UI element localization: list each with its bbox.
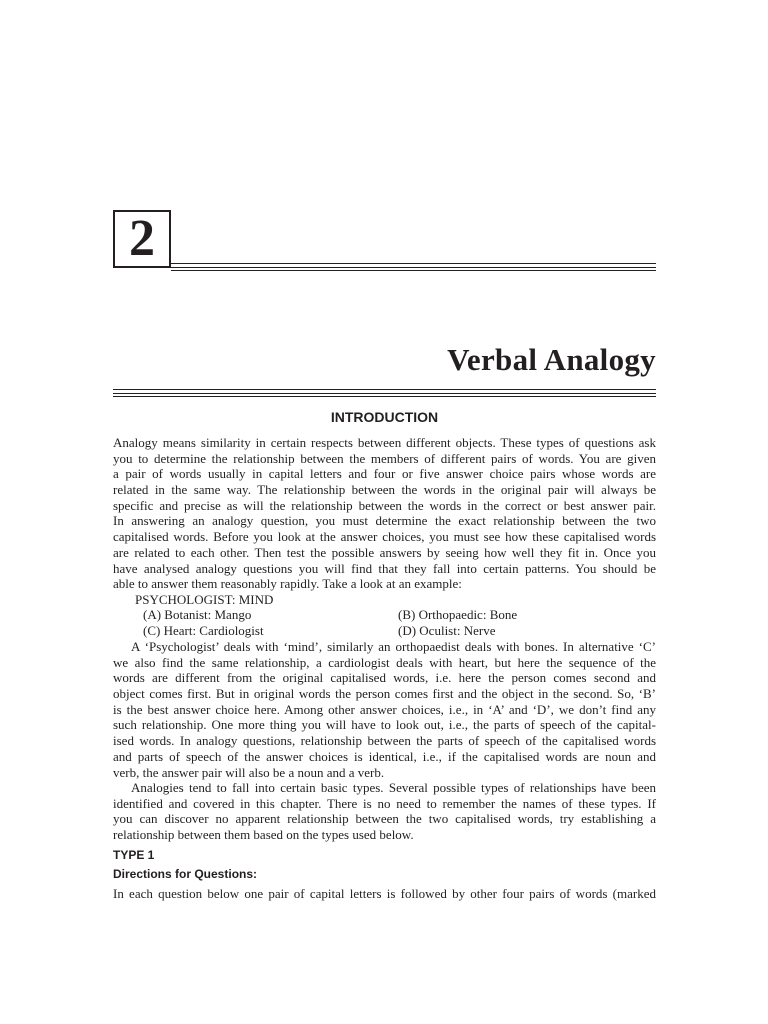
chapter-rule — [171, 263, 656, 268]
example-option-d: (D) Oculist: Nerve — [398, 623, 496, 638]
chapter-number-box — [113, 210, 171, 268]
text-line: such relationship. One more thing you will have to look out, i.e., the parts of speech of the capital- — [113, 717, 656, 733]
example-option-c: (C) Heart: Cardiologist — [143, 623, 264, 638]
text-line: verb, the answer pair will also be a noun and a verb. — [113, 764, 385, 780]
text-line: Analogy means similarity in certain respects between different objects. These types of questions ask — [113, 435, 656, 450]
example-option-a: (A) Botanist: Mango — [143, 607, 252, 622]
text-line: identified and covered in this chapter. There is no need to remember the names of these types. If — [113, 795, 656, 811]
text-line: In each question below one pair of capital letters is followed by other four pairs of words (marked — [113, 886, 656, 901]
text-line: able to answer them reasonably rapidly. Take a look at an example: — [113, 576, 462, 592]
text-line: Analogies tend to fall into certain basic types. Several possible types of relationships have been — [131, 780, 656, 795]
paragraph-intro — [113, 435, 656, 592]
text-line: A ‘Psychologist’ deals with ‘mind’, similarly an orthopaedist deals with bones. In alternative ‘C’ — [131, 639, 656, 654]
text-line: specific and precise as will the relationship between the words in the correct or best answer pair. — [113, 497, 656, 513]
text-line: you can discover no apparent relationship between the two capitalised words, try establishing a — [113, 811, 656, 827]
paragraph-explanation — [113, 639, 656, 780]
text-line: capitalised words. Before you look at the answer choices, you must see how these capitalised words — [113, 529, 656, 545]
example-stem: PSYCHOLOGIST: MIND — [135, 592, 274, 607]
chapter-number: 2 — [129, 210, 155, 267]
directions-text-block — [113, 886, 656, 902]
section-heading: INTRODUCTION — [330, 409, 439, 425]
paragraph-types — [113, 780, 656, 843]
text-line: and parts of speech of the answer choices is identical, i.e., if the capitalised words are noun and — [113, 748, 656, 764]
text-line: In answering an analogy question, you must determine the exact relationship between the two — [113, 513, 656, 529]
text-line: we also find the same relationship, a cardiologist deals with heart, but here the sequence of the — [113, 654, 656, 670]
text-line: is the best answer choice here. Among other answer choices, i.e., in ‘A’ and ‘D’, we don’t find any — [113, 701, 656, 717]
text-line: a pair of words usually in capital letters and four or five answer choice pairs whose words are — [113, 466, 656, 482]
text-line: related in the same way. The relationship between the words in the original pair will always be — [113, 482, 656, 498]
title-rule — [113, 389, 656, 394]
text-line: object comes first. But in original words the person comes first and the object in the second. So, ‘B’ — [113, 686, 656, 702]
directions-heading: Directions for Questions: — [113, 867, 258, 881]
chapter-rule-thin — [171, 270, 656, 271]
text-line: are related to each other. Then test the possible answers by seeing how well they fit in. Once you — [113, 544, 656, 560]
text-line: ised words. In analogy questions, relationship between the parts of speech of the capitalised words — [113, 733, 656, 749]
example-option-b: (B) Orthopaedic: Bone — [398, 607, 518, 622]
type-heading: TYPE 1 — [113, 848, 155, 862]
chapter-title: Verbal Analogy — [447, 342, 656, 377]
text-line: you to determine the relationship between the members of different pairs of words. You are given — [113, 450, 656, 466]
text-line: have analysed analogy questions you will find that they fall into certain patterns. You should be — [113, 560, 656, 576]
title-rule-thin — [113, 396, 656, 397]
text-line: relationship between them based on the types used below. — [113, 827, 414, 843]
text-line: words are different from the original capitalised words, i.e. here the person comes second and — [113, 670, 656, 686]
